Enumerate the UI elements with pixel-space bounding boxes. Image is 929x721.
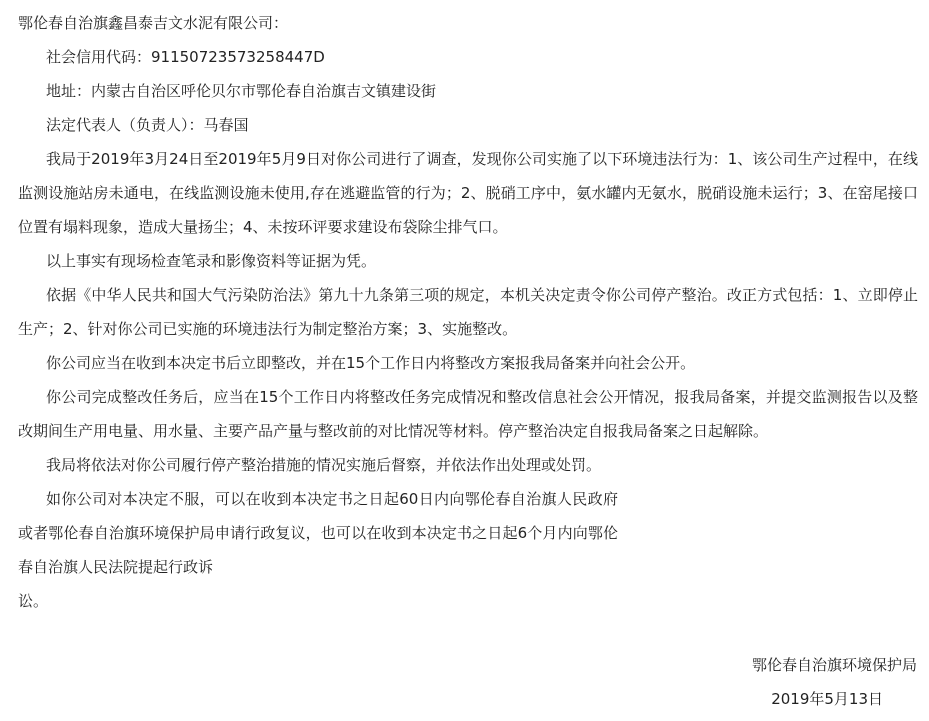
signature-date: 2019年5月13日 (771, 690, 883, 708)
document-body (18, 6, 918, 618)
address-line: 地址：内蒙古自治区呼伦贝尔市鄂伦春自治旗吉文镇建设街 (46, 82, 437, 100)
evidence-paragraph: 以上事实有现场检查笔录和影像资料等证据为凭。 (46, 252, 377, 270)
recipient-line: 鄂伦春自治旗鑫昌泰吉文水泥有限公司： (18, 14, 289, 32)
violation-paragraph: 我局于2019年3月24日至2019年5月9日对你公司进行了调查，发现你公司实施了以下环境违法行为：1、该公司生产过程中，在线监测设施站房未通电，在线监测设施未使用,存在逃避监管的行为；2、脱硝工序中，氨水罐内无氨水，脱硝设施未运行；3、在窑尾接口位置有塌料现象，造成大量扬尘；4、未按环评要求建设布袋除尘排气口。 (18, 150, 918, 236)
signature-organization: 鄂伦春自治旗环境保护局 (751, 656, 917, 674)
completion-paragraph: 你公司完成整改任务后，应当在15个工作日内将整改任务完成情况和整改信息社会公开情况，报我局备案，并提交监测报告以及整改期间生产用电量、用水量、主要产品产量与整改前的对比情况等材料。停产整治决定自报我局备案之日起解除。 (18, 388, 918, 440)
legal-basis-paragraph: 依据《中华人民共和国大气污染防治法》第九十九条第三项的规定，本机关决定责令你公司停产整治。改正方式包括：1、立即停止生产；2、针对你公司已实施的环境违法行为制定整治方案；3、实施整改。 (18, 286, 918, 338)
credit-code-line: 社会信用代码：91150723573258447D (46, 48, 325, 66)
supervision-paragraph: 我局将依法对你公司履行停产整治措施的情况实施后督察，并依法作出处理或处罚。 (46, 456, 602, 474)
rectification-paragraph: 你公司应当在收到本决定书后立即整改，并在15个工作日内将整改方案报我局备案并向社会公开。 (46, 354, 696, 372)
legal-rep-line: 法定代表人（负责人）：马春国 (46, 116, 249, 134)
appeal-paragraph-tail: 讼。 (18, 592, 49, 610)
appeal-paragraph: 如你公司对本决定不服，可以在收到本决定书之日起60日内向鄂伦春自治旗人民政府或者鄂伦春自治旗环境保护局申请行政复议，也可以在收到本决定书之日起6个月内向鄂伦春自治旗人民法院提起行政诉 (18, 490, 618, 576)
